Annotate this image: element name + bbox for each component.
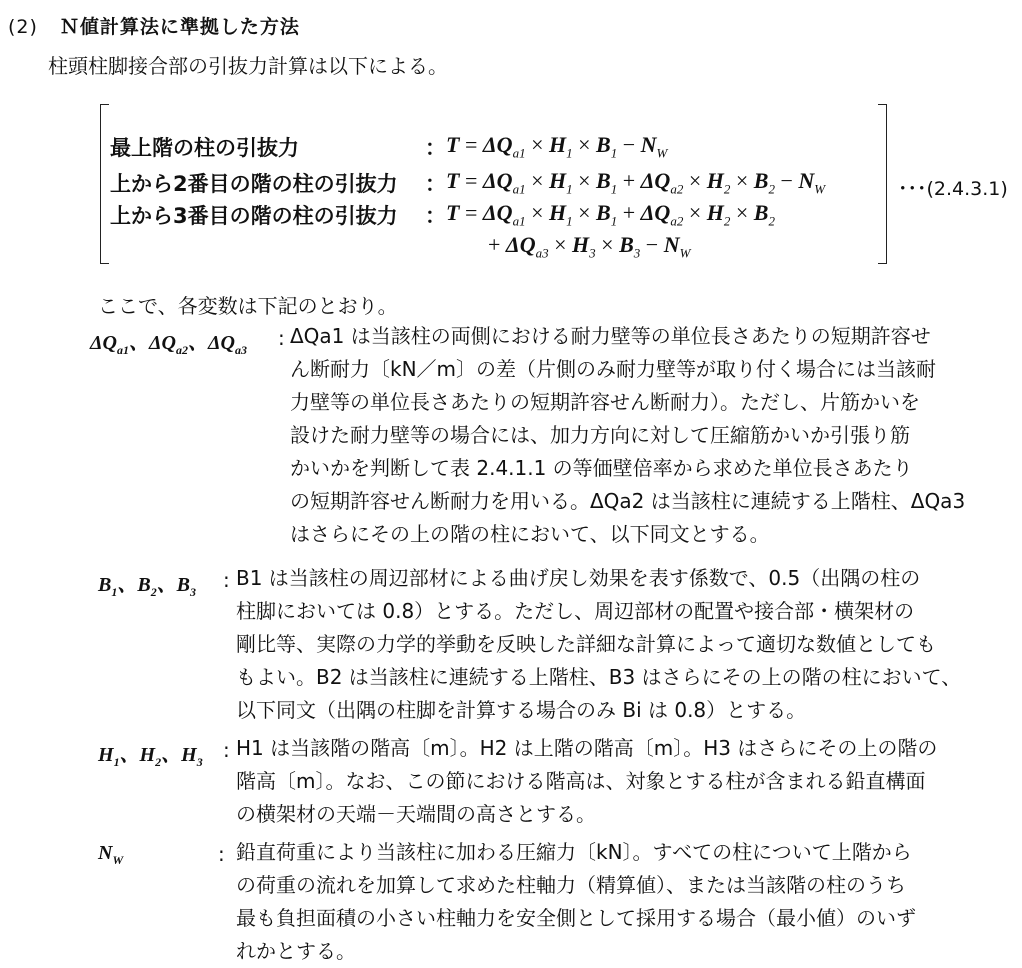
variable-colon-b: : <box>223 568 230 592</box>
desc-line: 柱脚においては 0.8）とする。ただし、周辺部材の配置や接合部・横架材の <box>236 599 915 623</box>
desc-line: 力壁等の単位長さあたりの短期許容せん断耐力）。ただし、片筋かいを <box>290 390 920 414</box>
variable-colon-h: : <box>223 738 230 762</box>
equation-colon-3: ： <box>425 204 446 228</box>
desc-line: はさらにその上の階の柱において、以下同文とする。 <box>290 522 770 546</box>
desc-line: 以下同文（出隅の柱脚を計算する場合のみ Bi は 0.8）とする。 <box>236 698 807 722</box>
variable-term-h: $H_1$、$H_2$、$H_3$ <box>98 744 203 769</box>
section-title: Ｎ値計算法に準拠した方法 <box>59 16 300 38</box>
equation-colon-1: ： <box>425 136 446 160</box>
equation-formula-3a: $T = \Delta Q_{a1} \times H_1 \times B_1 + \Delta Q_{a2} \times H_2 \times B_2$ <box>446 200 775 229</box>
variable-desc-dq <box>290 320 1012 551</box>
desc-line: かいかを判断して表 2.4.1.1 の等価壁倍率から求めた単位長さあたり <box>290 456 913 480</box>
variable-term-dq: $\Delta Q_{a1}$、$\Delta Q_{a2}$、$\Delta Q_{a3}$ <box>90 332 247 357</box>
desc-line: の横架材の天端－天端間の高さとする。 <box>236 802 596 826</box>
variable-colon-nw: : <box>218 842 225 866</box>
variables-intro: ここで、各変数は下記のとおり。 <box>98 294 398 318</box>
desc-line: れかとする。 <box>236 939 356 963</box>
variable-term-nw: $N_W$ <box>98 842 124 867</box>
variable-colon-dq: : <box>278 326 285 350</box>
right-bracket <box>878 104 887 264</box>
left-bracket <box>100 104 109 264</box>
desc-line: 最も負担面積の小さい柱軸力を安全側として採用する場合（最小値）のいず <box>236 906 916 930</box>
variable-desc-h <box>236 732 1012 831</box>
section-number: (2) <box>8 16 38 38</box>
desc-line: B1 は当該柱の周辺部材による曲げ戻し効果を表す係数で、0.5（出隅の柱の <box>236 566 921 590</box>
desc-line: もよい。B2 は当該柱に連続する上階柱、B3 はさらにその上の階の柱において、 <box>236 665 962 689</box>
desc-line: の短期許容せん断耐力を用いる。ΔQa2 は当該柱に連続する上階柱、ΔQa3 <box>290 489 966 513</box>
desc-line: 設けた耐力壁等の場合には、加力方向に対して圧縮筋かいか引張り筋 <box>290 423 910 447</box>
desc-line: H1 は当該階の階高〔m〕。H2 は上階の階高〔m〕。H3 はさらにその上の階の <box>236 736 938 760</box>
desc-line: ΔQa1 は当該柱の両側における耐力壁等の単位長さあたりの短期許容せ <box>290 324 931 348</box>
variable-desc-b <box>236 562 1012 727</box>
equation-label-3: 上から3番目の階の柱の引抜力 <box>110 204 398 228</box>
variable-term-b: $B_1$、$B_2$、$B_3$ <box>98 574 197 599</box>
section-heading <box>8 12 300 39</box>
desc-line: ん断耐力〔kN／m〕の差（片側のみ耐力壁等が取り付く場合には当該耐 <box>290 357 937 381</box>
desc-line: 剛比等、実際の力学的挙動を反映した詳細な計算によって適切な数値としても <box>236 632 936 656</box>
equation-formula-3b: + $\Delta Q_{a3} \times H_3 \times B_3 - N_W$ <box>488 232 691 261</box>
intro-text: 柱頭柱脚接合部の引抜力計算は以下による。 <box>48 54 448 78</box>
equation-formula-2: $T = \Delta Q_{a1} \times H_1 \times B_1 + \Delta Q_{a2} \times H_2 \times B_2 - N_W$ <box>446 168 826 197</box>
desc-line: 階高〔m〕。なお、この節における階高は、対象とする柱が含まれる鉛直構面 <box>236 769 926 793</box>
equation-label-2: 上から2番目の階の柱の引抜力 <box>110 172 398 196</box>
equation-label-1: 最上階の柱の引抜力 <box>110 136 299 160</box>
equation-colon-2: ： <box>425 172 446 196</box>
equation-number: ･･･(2.4.3.1) <box>898 178 1008 200</box>
variable-desc-nw <box>236 836 1012 968</box>
equation-formula-1: $T = \Delta Q_{a1} \times H_1 \times B_1 - N_W$ <box>446 132 668 161</box>
desc-line: の荷重の流れを加算して求めた柱軸力（精算値）、または当該階の柱のうち <box>236 873 906 897</box>
desc-line: 鉛直荷重により当該柱に加わる圧縮力〔kN〕。すべての柱について上階から <box>236 840 912 864</box>
